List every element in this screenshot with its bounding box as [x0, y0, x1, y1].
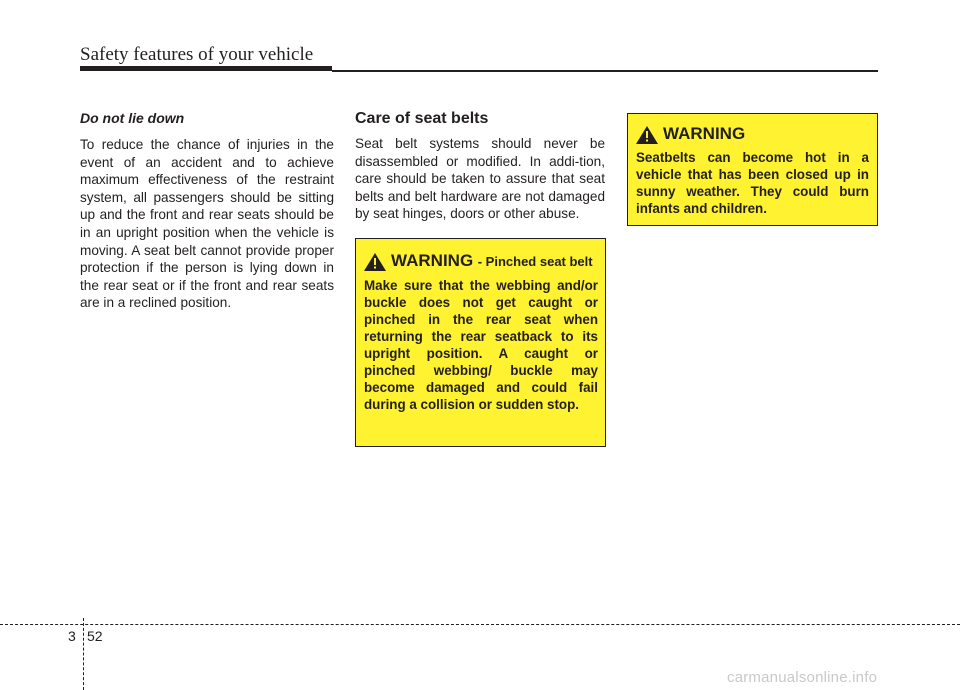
chapter-number: 3: [68, 628, 76, 644]
warning-header: [636, 124, 869, 144]
footer-dashed-vertical-rule: [83, 618, 84, 690]
warning-body-text: Make sure that the webbing and/or buckle does not get caught or pinched in the rear seat when returning the rear seatback to its upright position. A caught or pinched webbing/ buckle may become damaged and could fail during a collision or sudden stop.: [364, 278, 598, 412]
subheading-do-not-lie-down: Do not lie down: [80, 110, 185, 126]
left-column: [80, 110, 334, 312]
page-header-title: Safety features of your vehicle: [80, 44, 314, 65]
section-title-care-of-seat-belts: Care of seat belts: [355, 110, 489, 127]
warning-header: [364, 251, 598, 271]
page-number: 52: [87, 628, 103, 644]
middle-column: [355, 110, 605, 223]
warning-label: WARNING: [391, 251, 474, 270]
warning-box-pinched-seat-belt: [355, 238, 606, 447]
warning-subtitle: - Pinched seat belt: [477, 254, 593, 269]
left-column-body: To reduce the chance of injuries in the event of an accident and to achieve maximum effectiveness of the restraint system, all passengers should be sitting up and the front and rear seats should be in an upright position when the vehicle is moving. A seat belt cannot provide proper protection if the person is lying down in the rear seat or if the front and rear seats are in a reclined position.: [80, 137, 334, 311]
warning-label: WARNING: [663, 124, 746, 143]
watermark-text: carmanualsonline.info: [727, 669, 878, 686]
warning-box-hot-seatbelts: [627, 113, 878, 226]
footer-dashed-rule: [0, 624, 960, 625]
header-rule-thin: [332, 70, 878, 72]
header-rule-thick: [80, 66, 332, 71]
warning-triangle-icon: [636, 126, 658, 144]
middle-column-body: Seat belt systems should never be disassembled or modified. In addi-tion, care should be taken to assure that seat belts and belt hardware are not damaged by seat hinges, doors or other abuse.: [355, 136, 605, 222]
warning-body-text: Seatbelts can become hot in a vehicle that has been closed up in sunny weather. They could burn infants and children.: [636, 150, 869, 216]
warning-triangle-icon: [364, 253, 386, 271]
